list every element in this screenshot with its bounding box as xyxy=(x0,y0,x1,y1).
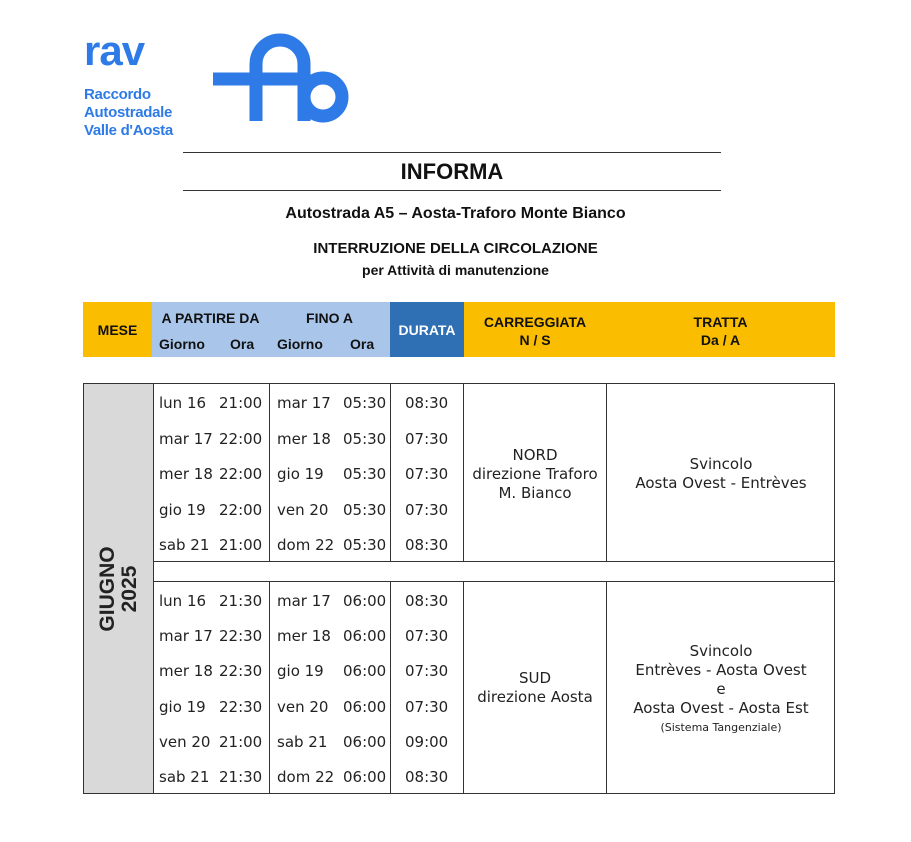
col-carreggiata-label: CARREGGIATA xyxy=(483,314,587,330)
col-to-label: FINO A xyxy=(306,310,353,326)
cell-from-day: mar 17 xyxy=(159,429,213,448)
cell-from-day: mer 18 xyxy=(159,662,213,681)
cell-to-time: 06:00 xyxy=(343,697,387,716)
cell-duration: 08:30 xyxy=(405,592,449,610)
south-carreggiata-line: direzione Aosta xyxy=(477,688,593,706)
col-tratta-sub: Da / A xyxy=(700,332,741,348)
cell-from-day: lun 16 xyxy=(159,592,207,610)
cell-duration: 07:30 xyxy=(405,465,449,483)
cell-to-day: mer 18 xyxy=(277,429,331,448)
cell-to-time: 05:30 xyxy=(343,394,387,412)
col-header-durata xyxy=(390,302,464,357)
cell-to-time: 05:30 xyxy=(343,429,387,448)
cell-to-day: mer 18 xyxy=(277,627,331,646)
col-tratta-label: TRATTA xyxy=(693,314,748,330)
group-separator xyxy=(154,562,834,581)
north-tratta-line: Aosta Ovest - Entrèves xyxy=(635,474,807,492)
cell-duration: 08:30 xyxy=(405,536,449,554)
cell-to-day: dom 22 xyxy=(277,768,335,786)
cell-to-day: ven 20 xyxy=(277,697,329,716)
cell-from-time: 22:30 xyxy=(219,662,263,681)
cell-to-time: 06:00 xyxy=(343,627,387,646)
col-header-carreggiata xyxy=(464,302,606,357)
col-mese-label: MESE xyxy=(97,321,138,338)
cell-to-day: dom 22 xyxy=(277,536,335,554)
title-rule-top xyxy=(183,152,721,153)
cell-to-time: 05:30 xyxy=(343,465,387,483)
col-from-ora: Ora xyxy=(230,336,255,352)
cell-from-day: sab 21 xyxy=(159,768,210,786)
col-header-to xyxy=(269,302,390,357)
cell-from-time: 21:30 xyxy=(219,768,263,786)
north-carreggiata-line: M. Bianco xyxy=(498,484,572,502)
cell-duration: 09:00 xyxy=(405,732,449,751)
group-separator-bottom xyxy=(153,581,834,582)
col-divider xyxy=(269,384,270,793)
north-tratta xyxy=(607,455,835,493)
cell-duration: 07:30 xyxy=(405,662,449,681)
cell-to-time: 05:30 xyxy=(343,500,387,519)
cell-duration: 07:30 xyxy=(405,500,449,519)
north-tratta-line: Svincolo xyxy=(689,455,753,473)
cell-from-day: sab 21 xyxy=(159,536,210,554)
cell-from-time: 22:30 xyxy=(219,627,263,646)
south-carreggiata xyxy=(464,669,606,707)
cell-to-time: 06:00 xyxy=(343,592,387,610)
notice-title: INTERRUZIONE DELLA CIRCOLAZIONE xyxy=(313,240,598,257)
cell-to-day: ven 20 xyxy=(277,500,329,519)
logo-line-1: Raccordo xyxy=(84,86,151,103)
title-rule-bottom xyxy=(183,190,721,191)
schedule-table xyxy=(83,383,835,794)
south-carreggiata-line: SUD xyxy=(518,669,552,687)
cell-from-time: 21:00 xyxy=(219,394,263,412)
south-tratta-line: Aosta Ovest - Aosta Est xyxy=(633,699,809,717)
cell-from-day: lun 16 xyxy=(159,394,207,412)
month-year: 2025 xyxy=(118,565,141,613)
cell-to-time: 06:00 xyxy=(343,732,387,751)
logo-line-3: Valle d'Aosta xyxy=(84,122,173,139)
cell-from-day: mer 18 xyxy=(159,465,213,483)
south-tratta-line: Svincolo xyxy=(689,642,753,660)
col-carreggiata-sub: N / S xyxy=(519,332,551,348)
col-from-label: A PARTIRE DA xyxy=(161,310,260,326)
logo-line-2: Autostradale xyxy=(84,104,173,121)
cell-to-day: mar 17 xyxy=(277,592,331,610)
north-carreggiata-line: direzione Traforo xyxy=(472,465,598,483)
cell-to-time: 05:30 xyxy=(343,536,387,554)
month-label xyxy=(97,546,141,631)
cell-from-time: 22:00 xyxy=(219,465,263,483)
cell-to-day: sab 21 xyxy=(277,732,328,751)
cell-from-time: 21:30 xyxy=(219,592,263,610)
north-carreggiata-line: NORD xyxy=(512,446,558,464)
cell-to-time: 06:00 xyxy=(343,662,387,681)
col-header-from xyxy=(152,302,269,357)
south-tratta xyxy=(607,642,835,737)
logo-subtitle xyxy=(84,86,173,140)
cell-duration: 07:30 xyxy=(405,429,449,448)
cell-to-day: mar 17 xyxy=(277,394,331,412)
cell-to-day: gio 19 xyxy=(277,465,324,483)
cell-to-time: 06:00 xyxy=(343,768,387,786)
cell-duration: 08:30 xyxy=(405,768,449,786)
cell-from-time: 21:00 xyxy=(219,732,263,751)
notice-reason: per Attività di manutenzione xyxy=(362,262,549,278)
cell-from-time: 22:30 xyxy=(219,697,263,716)
logo-brand: rav xyxy=(84,27,145,74)
cell-duration: 07:30 xyxy=(405,627,449,646)
cell-duration: 07:30 xyxy=(405,697,449,716)
cell-from-day: gio 19 xyxy=(159,500,206,519)
month-cell xyxy=(84,384,154,793)
cell-from-time: 22:00 xyxy=(219,500,263,519)
col-to-giorno: Giorno xyxy=(277,336,323,352)
col-header-tratta xyxy=(606,302,835,357)
cell-duration: 08:30 xyxy=(405,394,449,412)
page-title: INFORMA xyxy=(400,159,504,184)
cell-from-time: 21:00 xyxy=(219,536,263,554)
south-tratta-line: Entrèves - Aosta Ovest xyxy=(635,661,807,679)
cell-from-day: mar 17 xyxy=(159,627,213,646)
col-divider xyxy=(153,384,154,793)
cell-to-day: gio 19 xyxy=(277,662,324,681)
col-divider xyxy=(390,384,391,793)
col-from-giorno: Giorno xyxy=(159,336,205,352)
south-tratta-note: (Sistema Tangenziale) xyxy=(660,721,782,734)
south-tratta-line: e xyxy=(716,680,726,698)
cell-from-day: ven 20 xyxy=(159,732,211,751)
cell-from-time: 22:00 xyxy=(219,429,263,448)
month-name: GIUGNO xyxy=(96,546,119,632)
col-header-mese xyxy=(83,302,152,357)
logo-mark-icon xyxy=(210,24,350,126)
route-title: Autostrada A5 – Aosta-Traforo Monte Bianco xyxy=(285,205,626,222)
col-to-ora: Ora xyxy=(350,336,375,352)
north-carreggiata xyxy=(464,446,606,503)
cell-from-day: gio 19 xyxy=(159,697,206,716)
col-durata-label: DURATA xyxy=(398,321,456,338)
